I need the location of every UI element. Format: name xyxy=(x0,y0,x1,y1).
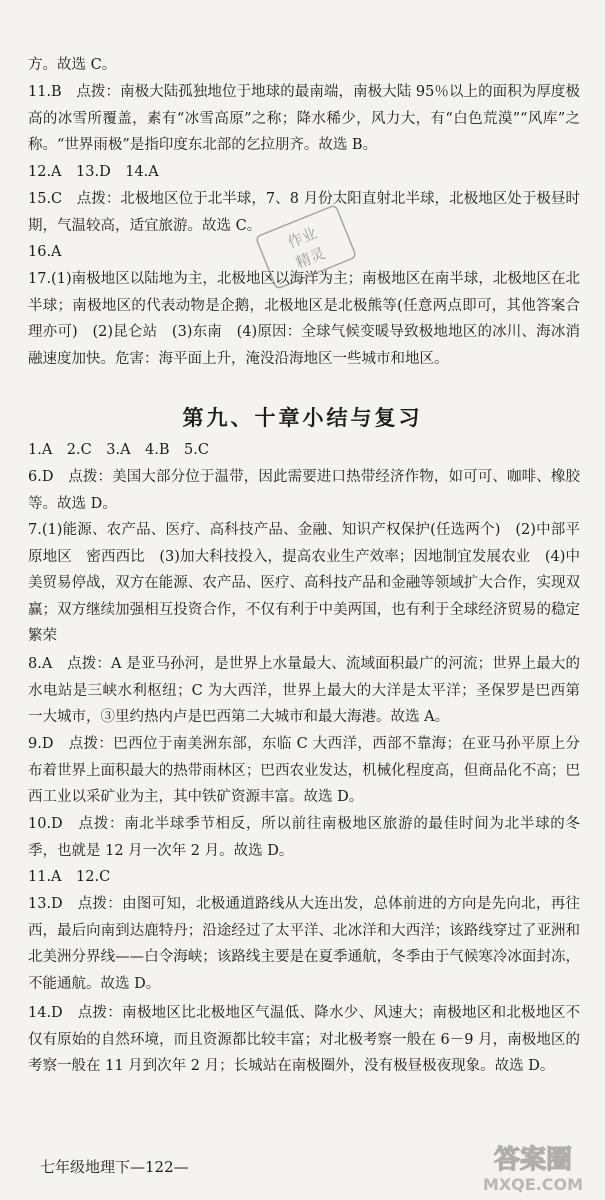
answer-16: 16.A xyxy=(28,244,62,260)
stamp-text-1: 作业 xyxy=(284,223,320,252)
answer-12-14: 12.A 13.D 14.A xyxy=(28,164,159,180)
answer-13: 13.D 点拨：由图可知，北极通道路线从大连出发，总体前进的方向是先向北，再往西，最后向南到达鹿特丹；沿途经过了太平洋、北冰洋和大西洋；该路线穿过了亚洲和北美洲分界线——白令海峡；该路线主要是在夏季通航，冬季由于气候寒冷冰面封冻，不能通航。故选 D。 xyxy=(28,896,580,992)
answer-8: 8.A 点拨：A 是亚马孙河，是世界上水量最大、流域面积最广的河流；世界上最大的水电站是三峡水利枢纽；C 为大西洋，世界上最大的大洋是太平洋；圣保罗是巴西第一大城市，③里约热内卢是巴西第二大城市和最大海港。故选 A。 xyxy=(28,656,580,725)
answer-15: 15.C 点拨：北极地区位于北半球，7、8 月份太阳直射北半球，北极地区处于极昼时期，气温较高，适宜旅游。故选 C。 xyxy=(28,191,580,234)
watermark-text-2: MXQE.COM xyxy=(482,1175,584,1194)
stamp-text-2: 精灵 xyxy=(293,244,328,273)
answer-7: 7.(1)能源、农产品、医疗、高科技产品、金融、知识产权保护(任选两个) (2)中部平原地区 密西西比 (3)加大科技投入，提高农业生产效率；因地制宜发展农业 (4)中美贸易停战，双方在能源、农产品、医疗、高科技产品和金融等领域扩大合作，实现双赢；双方继续加强相互投资合作，不仅有利于中美两国，也有利于全球经济贸易的稳定繁荣 xyxy=(28,522,580,644)
watermark-logo xyxy=(469,1138,597,1196)
answer-line: 方。故选 C。 xyxy=(28,57,117,73)
answer-17: 17.(1)南极地区以陆地为主，北极地区以海洋为主；南极地区在南半球，北极地区在北半球；南极地区的代表动物是企鹅，北极地区是北极熊等(任意两点即可，其他答案合理亦可) (2)昆仑站 (3)东南 (4)原因：全球气候变暖导致极地地区的冰川、海冰消融速度加快。危害：海平面上升，淹没沿海地区一些城市和地区。 xyxy=(28,271,580,367)
answer-10: 10.D 点拨：南北半球季节相反，所以前往南极地区旅游的最佳时间为北半球的冬季，也就是 12 月一次年 2 月。故选 D。 xyxy=(28,816,580,859)
answer-11-12: 11.A 12.C xyxy=(28,869,111,885)
answer-11: 11.B 点拨：南极大陆孤独地位于地球的最南端，南极大陆 95％以上的面积为厚度极高的冰雪所覆盖，素有“冰雪高原”之称；降水稀少，风力大，有“白色荒漠”“风库”之称。“世界雨极”是指印度东北部的乞拉朋齐。故选 B。 xyxy=(28,84,580,153)
answer-14: 14.D 点拨：南极地区比北极地区气温低、降水少、风速大；南极地区和北极地区不仅有原始的自然环境，而且资源都比较丰富；对北极考察一般在 6－9 月，南极地区的考察一般在 11 月到次年 2 月；长城站在南极圈外，没有极昼极夜现象。故选 D。 xyxy=(28,1005,580,1074)
answer-9: 9.D 点拨：巴西位于南美洲东部，东临 C 大西洋，西部不靠海；在亚马孙平原上分布着世界上面积最大的热带雨林区；巴西农业发达，机械化程度高，但商品化不高；巴西工业以采矿业为主，其中铁矿资源丰富。故选 D。 xyxy=(28,736,580,805)
answer-6: 6.D 点拨：美国大部分位于温带，因此需要进口热带经济作物，如可可、咖啡、橡胶等。故选 D。 xyxy=(28,469,580,512)
page-footer: 七年级地理下—122— xyxy=(40,1158,189,1176)
section-heading: 第九、十章小结与复习 xyxy=(182,406,423,430)
answer-1-5: 1.A 2.C 3.A 4.B 5.C xyxy=(28,442,209,458)
watermark-text-1: 答案圈 xyxy=(493,1145,573,1175)
